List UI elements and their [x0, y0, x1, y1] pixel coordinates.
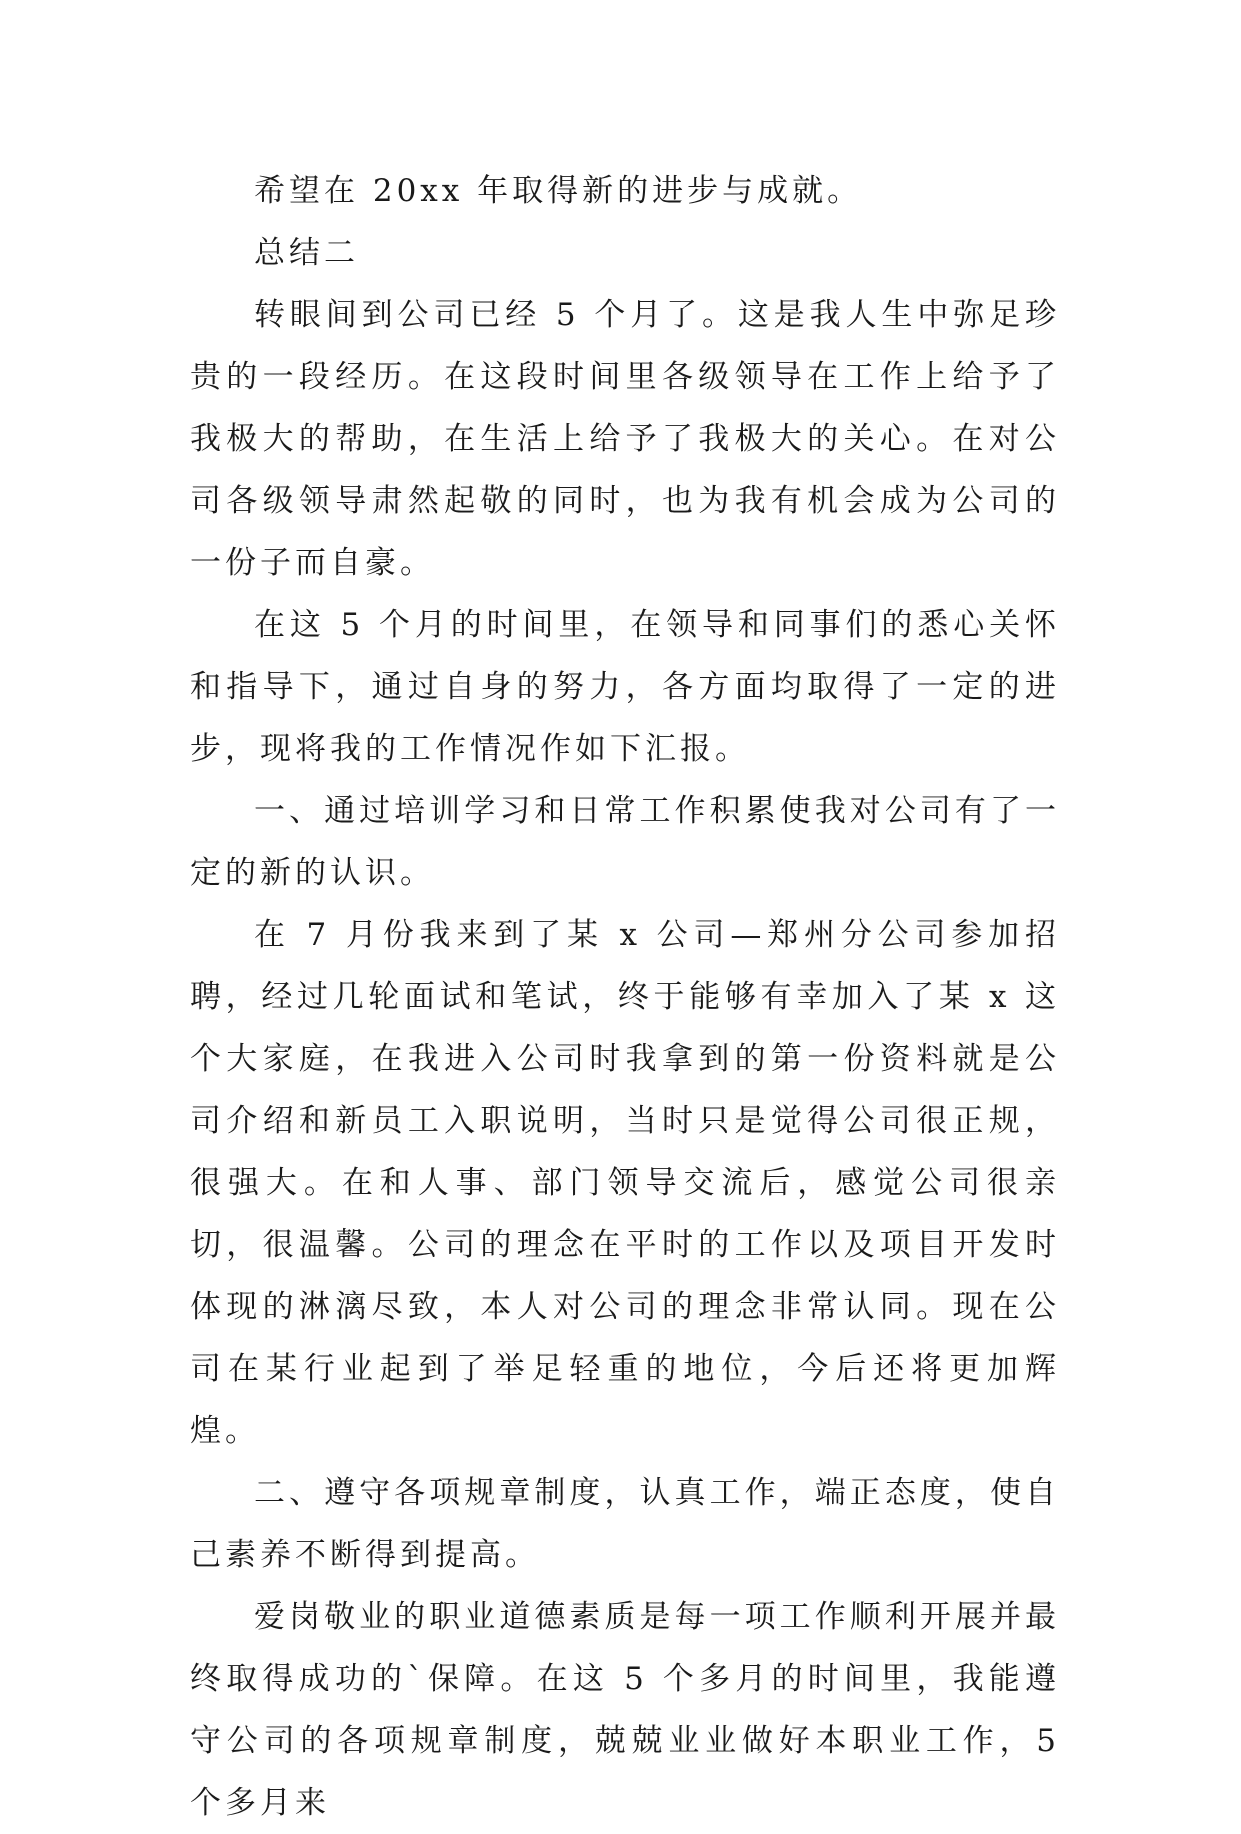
- document-body: [190, 160, 1060, 1834]
- subheading-point-two: 二、遵守各项规章制度，认真工作，端正态度，使自己素养不断得到提高。: [190, 1475, 1060, 1573]
- section-heading-summary-two: 总结二: [254, 235, 359, 271]
- paragraph-closing-wish: 希望在 20xx 年取得新的进步与成就。: [254, 173, 863, 209]
- paragraph-intro: 转眼间到公司已经 5 个月了。这是我人生中弥足珍贵的一段经历。在这段时间里各级领导在工作上给予了我极大的帮助，在生活上给予了我极大的关心。在对公司各级领导肃然起敬的同时，也为我有机会成为公司的一份子而自豪。: [190, 297, 1060, 581]
- paragraph-company-recognition: 在 7 月份我来到了某 x 公司—郑州分公司参加招聘，经过几轮面试和笔试，终于能够有幸加入了某 x 这个大家庭，在我进入公司时我拿到的第一份资料就是公司介绍和新员工入职说明，当时只是觉得公司很正规，很强大。在和人事、部门领导交流后，感觉公司很亲切，很温馨。公司的理念在平时的工作以及项目开发时体现的淋漓尽致，本人对公司的理念非常认同。现在公司在某行业起到了举足轻重的地位，今后还将更加辉煌。: [190, 917, 1060, 1449]
- paragraph-professional-ethics: 爱岗敬业的职业道德素质是每一项工作顺利开展并最终取得成功的`保障。在这 5 个多月的时间里，我能遵守公司的各项规章制度，兢兢业业做好本职业工作，5 个多月来: [190, 1599, 1060, 1821]
- subheading-point-one: 一、通过培训学习和日常工作积累使我对公司有了一定的新的认识。: [190, 793, 1060, 891]
- paragraph-progress: 在这 5 个月的时间里，在领导和同事们的悉心关怀和指导下，通过自身的努力，各方面均取得了一定的进步，现将我的工作情况作如下汇报。: [190, 607, 1060, 767]
